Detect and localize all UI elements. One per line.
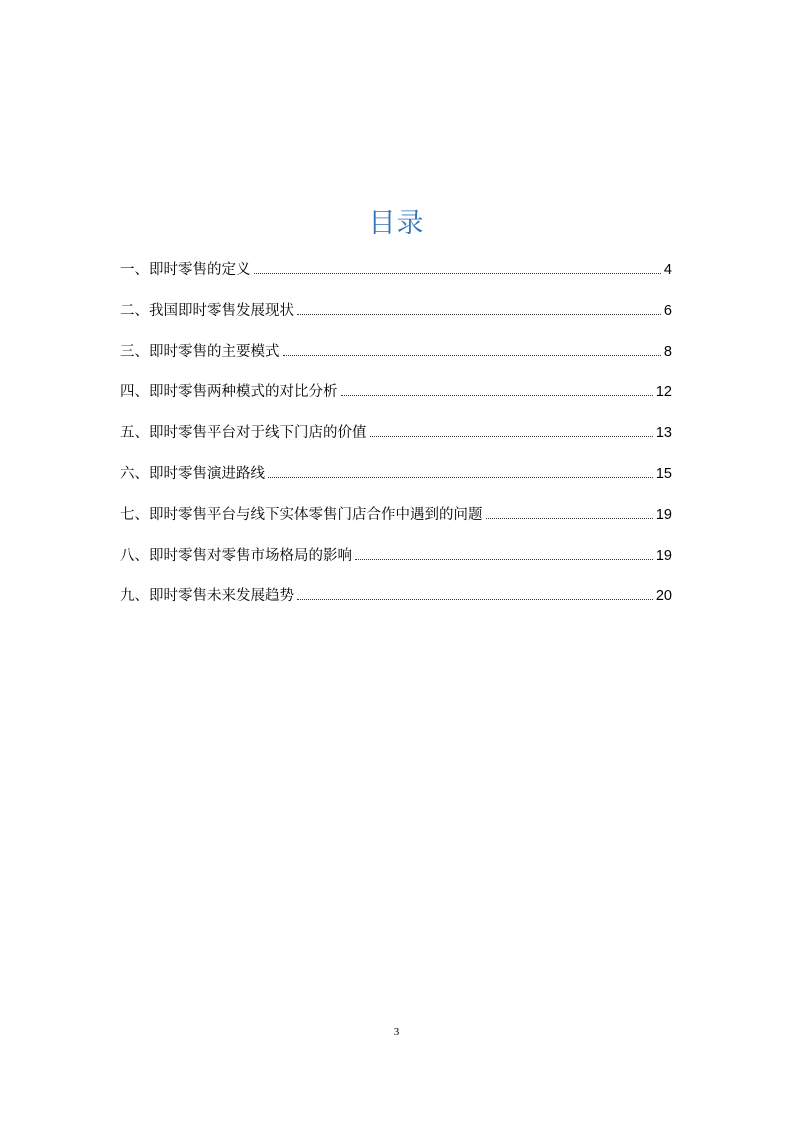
toc-leader-dots [297, 598, 653, 600]
toc-leader-dots [341, 394, 653, 396]
toc-entry-page: 4 [663, 262, 672, 278]
toc-entry-5[interactable] [120, 419, 672, 460]
toc-leader-dots [254, 272, 661, 274]
toc-leader-dots [355, 558, 653, 560]
toc-entry-text: 四、即时零售两种模式的对比分析 [120, 384, 338, 401]
toc-entry-page: 6 [663, 302, 672, 319]
toc-entry-text: 八、即时零售对零售市场格局的影响 [120, 547, 352, 564]
toc-entry-6[interactable] [120, 460, 672, 501]
toc-leader-dots [297, 313, 661, 315]
toc-title: 目录 [368, 208, 425, 239]
toc-leader-dots [283, 354, 661, 356]
toc-entry-text: 五、即时零售平台对于线下门店的价值 [120, 425, 367, 442]
toc-leader-dots [486, 517, 653, 519]
toc-entry-page: 15 [655, 465, 672, 482]
page-number: 3 [393, 1026, 400, 1038]
toc-leader-dots [370, 435, 653, 437]
toc-entry-page: 13 [655, 425, 672, 442]
toc-entry-1[interactable] [120, 256, 672, 297]
toc-list [120, 256, 672, 623]
toc-entry-text: 六、即时零售演进路线 [120, 465, 265, 482]
toc-leader-dots [268, 476, 653, 478]
toc-entry-page: 12 [655, 384, 672, 401]
toc-entry-8[interactable] [120, 542, 672, 583]
toc-entry-page: 19 [655, 547, 672, 564]
toc-entry-text: 七、即时零售平台与线下实体零售门店合作中遇到的问题 [120, 506, 483, 523]
toc-entry-text: 一、即时零售的定义 [120, 262, 251, 278]
toc-entry-text: 二、我国即时零售发展现状 [120, 302, 294, 319]
toc-entry-9[interactable] [120, 582, 672, 623]
toc-entry-3[interactable] [120, 338, 672, 379]
toc-entry-2[interactable] [120, 297, 672, 338]
toc-entry-page: 20 [655, 588, 672, 605]
toc-entry-7[interactable] [120, 501, 672, 542]
toc-entry-text: 九、即时零售未来发展趋势 [120, 588, 294, 605]
toc-entry-page: 19 [655, 506, 672, 523]
toc-entry-page: 8 [663, 343, 672, 360]
toc-entry-text: 三、即时零售的主要模式 [120, 343, 280, 360]
toc-entry-4[interactable] [120, 378, 672, 419]
